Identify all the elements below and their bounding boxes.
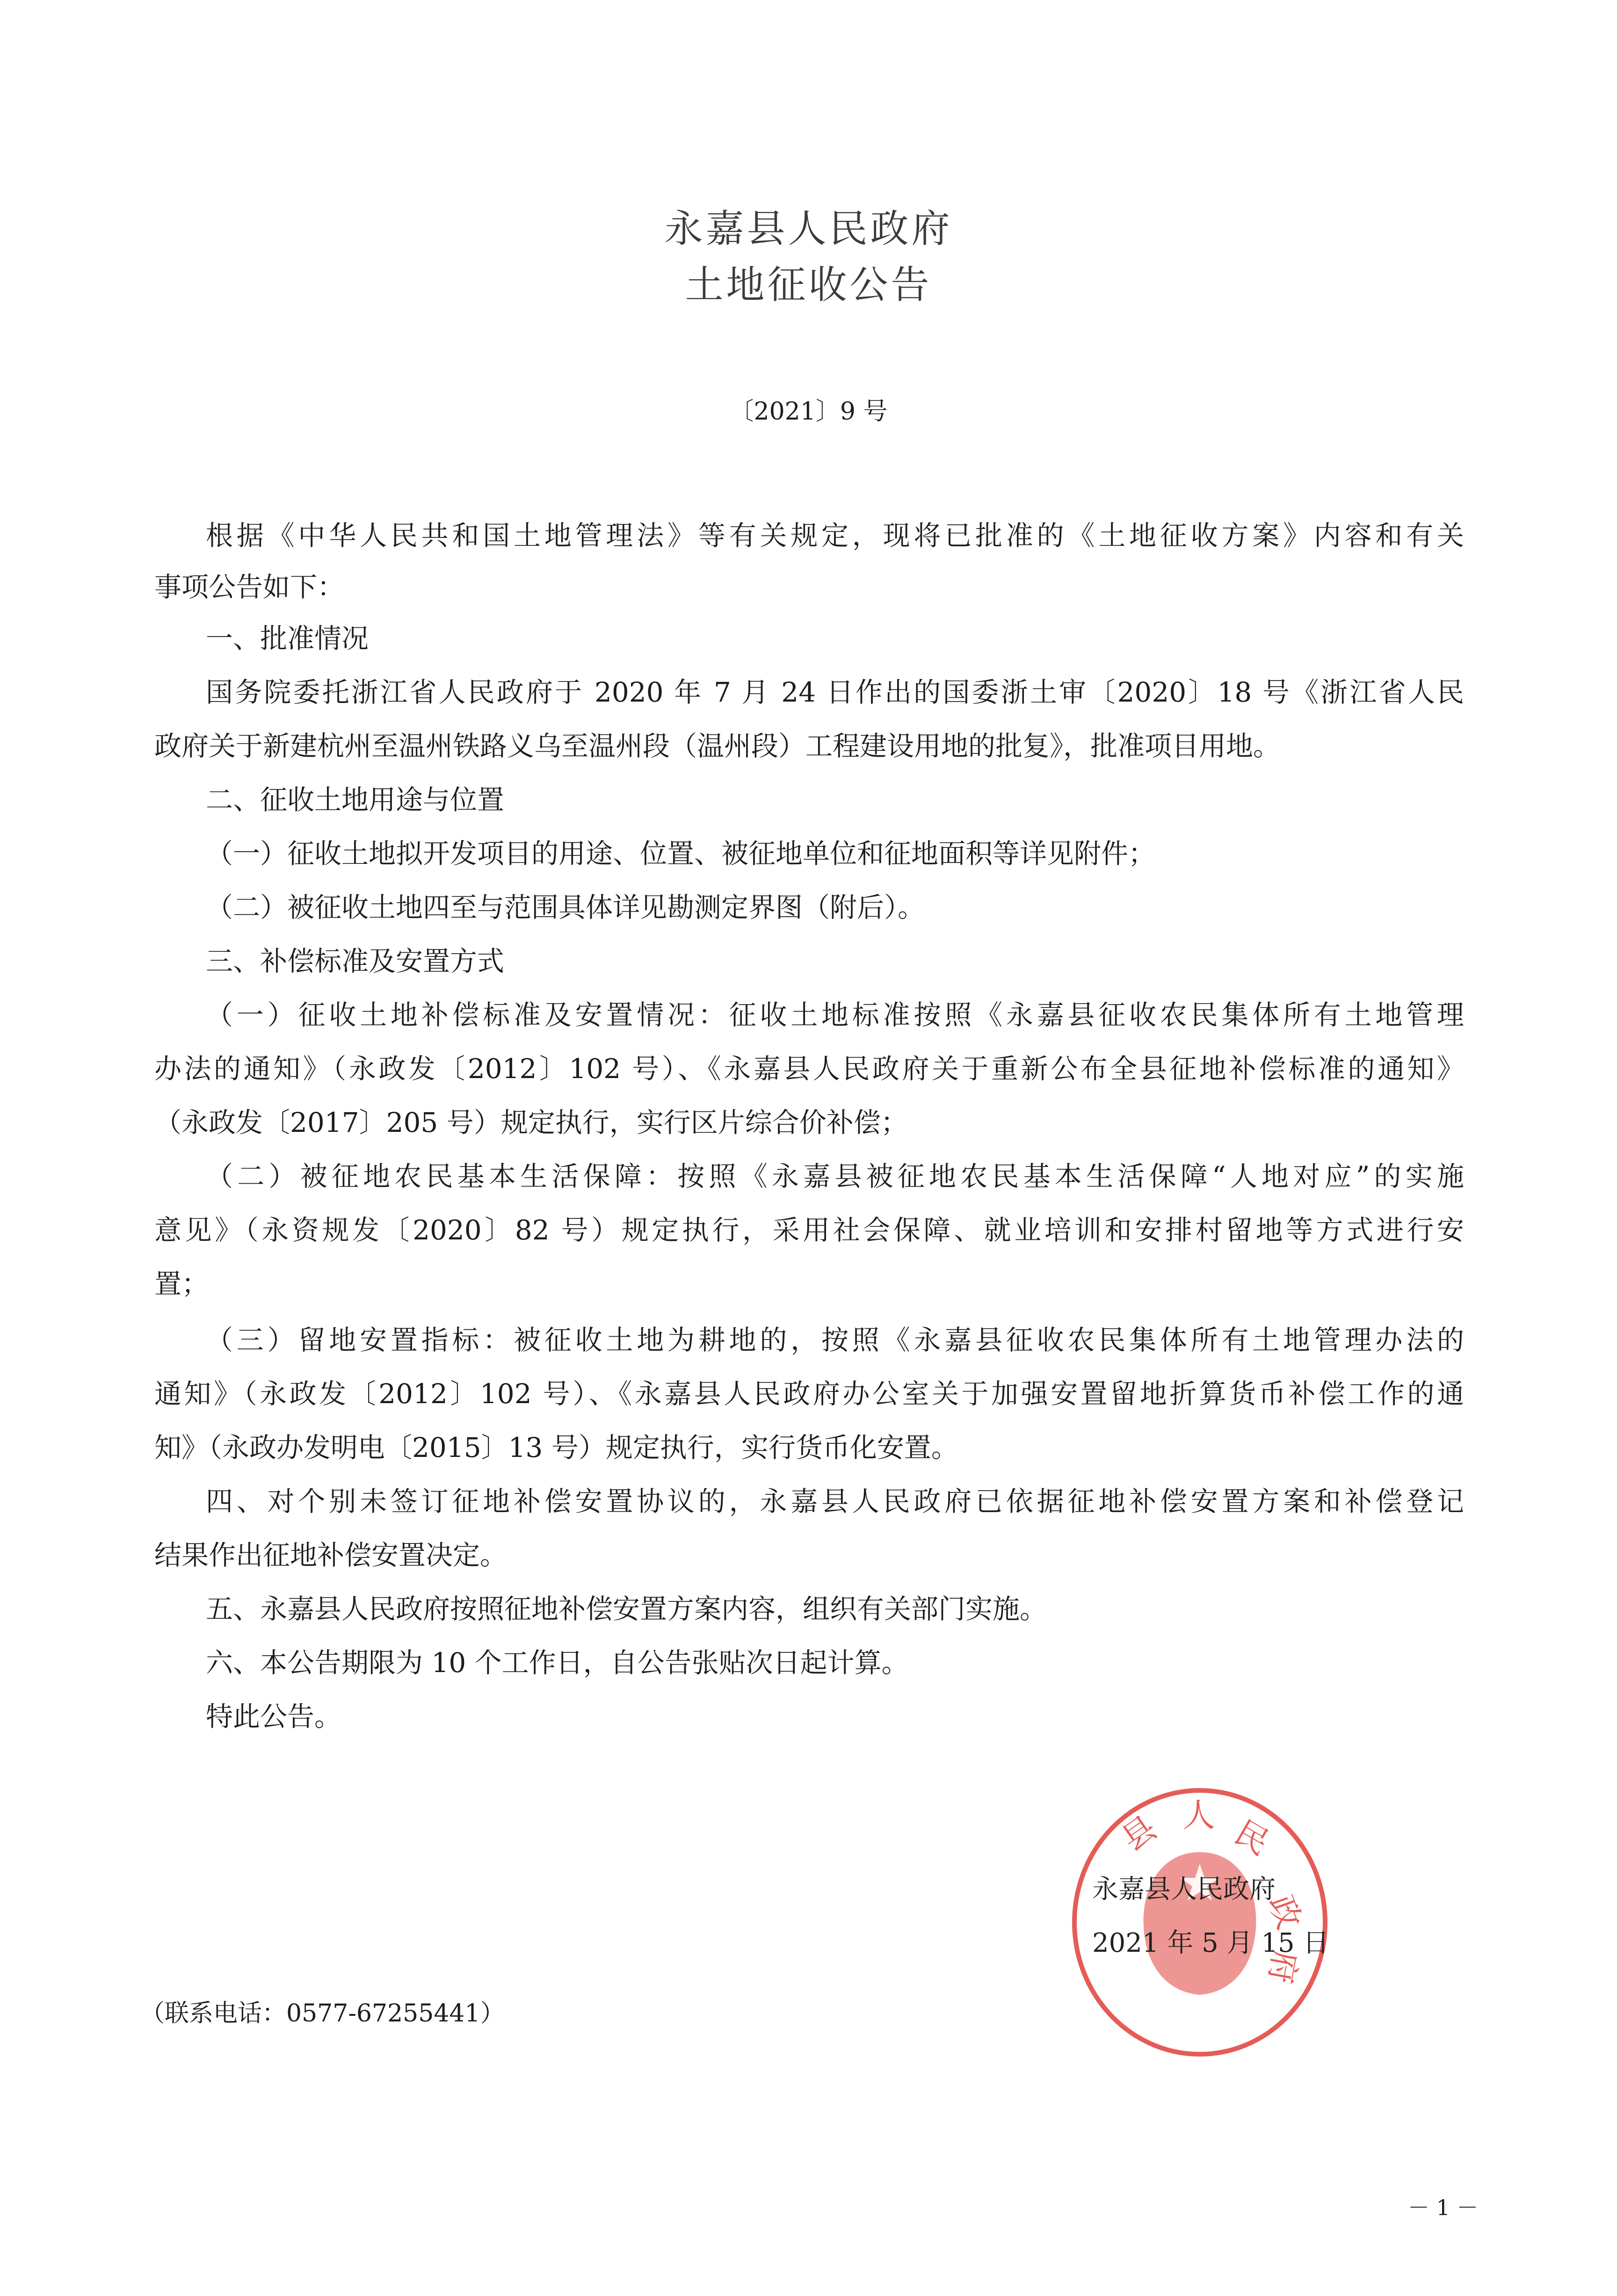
seal-char: 人 bbox=[1182, 1796, 1215, 1834]
seal-char: 府 bbox=[1261, 1948, 1305, 1987]
body-paragraph: （三）留地安置指标：被征收土地为耕地的，按照《永嘉县征收农民集体所有土地管理办法的 bbox=[206, 1324, 1464, 1356]
contact-phone: （联系电话：0577-67255441） bbox=[140, 1999, 505, 2028]
seal-char: 政 bbox=[1261, 1890, 1309, 1934]
body-paragraph: 结果作出征地补偿安置决定。 bbox=[154, 1539, 508, 1571]
signature-issuer: 永嘉县人民政府 bbox=[1092, 1874, 1276, 1905]
body-paragraph: （二）被征收土地四至与范围具体详见勘测定界图（附后）。 bbox=[206, 891, 925, 923]
body-paragraph: 置； bbox=[154, 1268, 209, 1300]
body-paragraph: 意见》（永资规发〔2020〕82 号）规定执行，采用社会保障、就业培训和安排村留地等方式进行安 bbox=[154, 1214, 1464, 1246]
section-heading-3: 三、补偿标准及安置方式 bbox=[206, 945, 505, 977]
section-heading-1: 一、批准情况 bbox=[206, 623, 369, 654]
body-paragraph: （永政发〔2017〕205 号）规定执行，实行区片综合价补偿； bbox=[154, 1107, 908, 1138]
body-paragraph: （一）征收土地补偿标准及安置情况：征收土地标准按照《永嘉县征收农民集体所有土地管理 bbox=[206, 999, 1464, 1031]
body-paragraph: 政府关于新建杭州至温州铁路义乌至温州段（温州段）工程建设用地的批复》，批准项目用地。 bbox=[154, 730, 1281, 762]
body-paragraph: （二）被征地农民基本生活保障：按照《永嘉县被征地农民基本生活保障“人地对应”的实施 bbox=[206, 1160, 1464, 1192]
document-title-issuer: 永嘉县人民政府 bbox=[664, 207, 953, 251]
body-paragraph: 办法的通知》（永政发〔2012〕102 号）、《永嘉县人民政府关于重新公布全县征地补偿标准的通知》 bbox=[154, 1053, 1464, 1085]
signature-date: 2021 年 5 月 15 日 bbox=[1092, 1928, 1329, 1958]
document-title: 土地征收公告 bbox=[685, 263, 932, 307]
section-heading-4: 四、对个别未签订征地补偿安置协议的，永嘉县人民政府已依据征地补偿安置方案和补偿登记 bbox=[206, 1485, 1464, 1517]
body-paragraph-intro-cont: 事项公告如下： bbox=[154, 571, 345, 603]
body-paragraph-intro: 根据《中华人民共和国土地管理法》等有关规定，现将已批准的《土地征收方案》内容和有关 bbox=[206, 520, 1464, 551]
section-heading-2: 二、征收土地用途与位置 bbox=[206, 784, 505, 816]
body-paragraph: 通知》（永政发〔2012〕102 号）、《永嘉县人民政府办公室关于加强安置留地折算货币补偿工作的通 bbox=[154, 1378, 1464, 1410]
body-paragraph: 知》（永政办发明电〔2015〕13 号）规定执行，实行货币化安置。 bbox=[154, 1432, 958, 1463]
page-number: － 1 － bbox=[1408, 2195, 1479, 2220]
body-paragraph: 国务院委托浙江省人民政府于 2020 年 7 月 24 日作出的国委浙土审〔2020〕18 号《浙江省人民 bbox=[206, 676, 1464, 708]
closing-phrase: 特此公告。 bbox=[206, 1701, 342, 1732]
official-seal bbox=[1062, 1782, 1338, 2063]
body-paragraph: （一）征收土地拟开发项目的用途、位置、被征地单位和征地面积等详见附件； bbox=[206, 838, 1156, 869]
section-heading-6: 六、本公告期限为 10 个工作日，自公告张贴次日起计算。 bbox=[206, 1647, 909, 1679]
seal-char: 县 bbox=[1114, 1808, 1164, 1859]
seal-char: 民 bbox=[1228, 1813, 1276, 1863]
section-heading-5: 五、永嘉县人民政府按照征地补偿安置方案内容，组织有关部门实施。 bbox=[206, 1593, 1047, 1625]
document-number: 〔2021〕9 号 bbox=[729, 398, 888, 426]
